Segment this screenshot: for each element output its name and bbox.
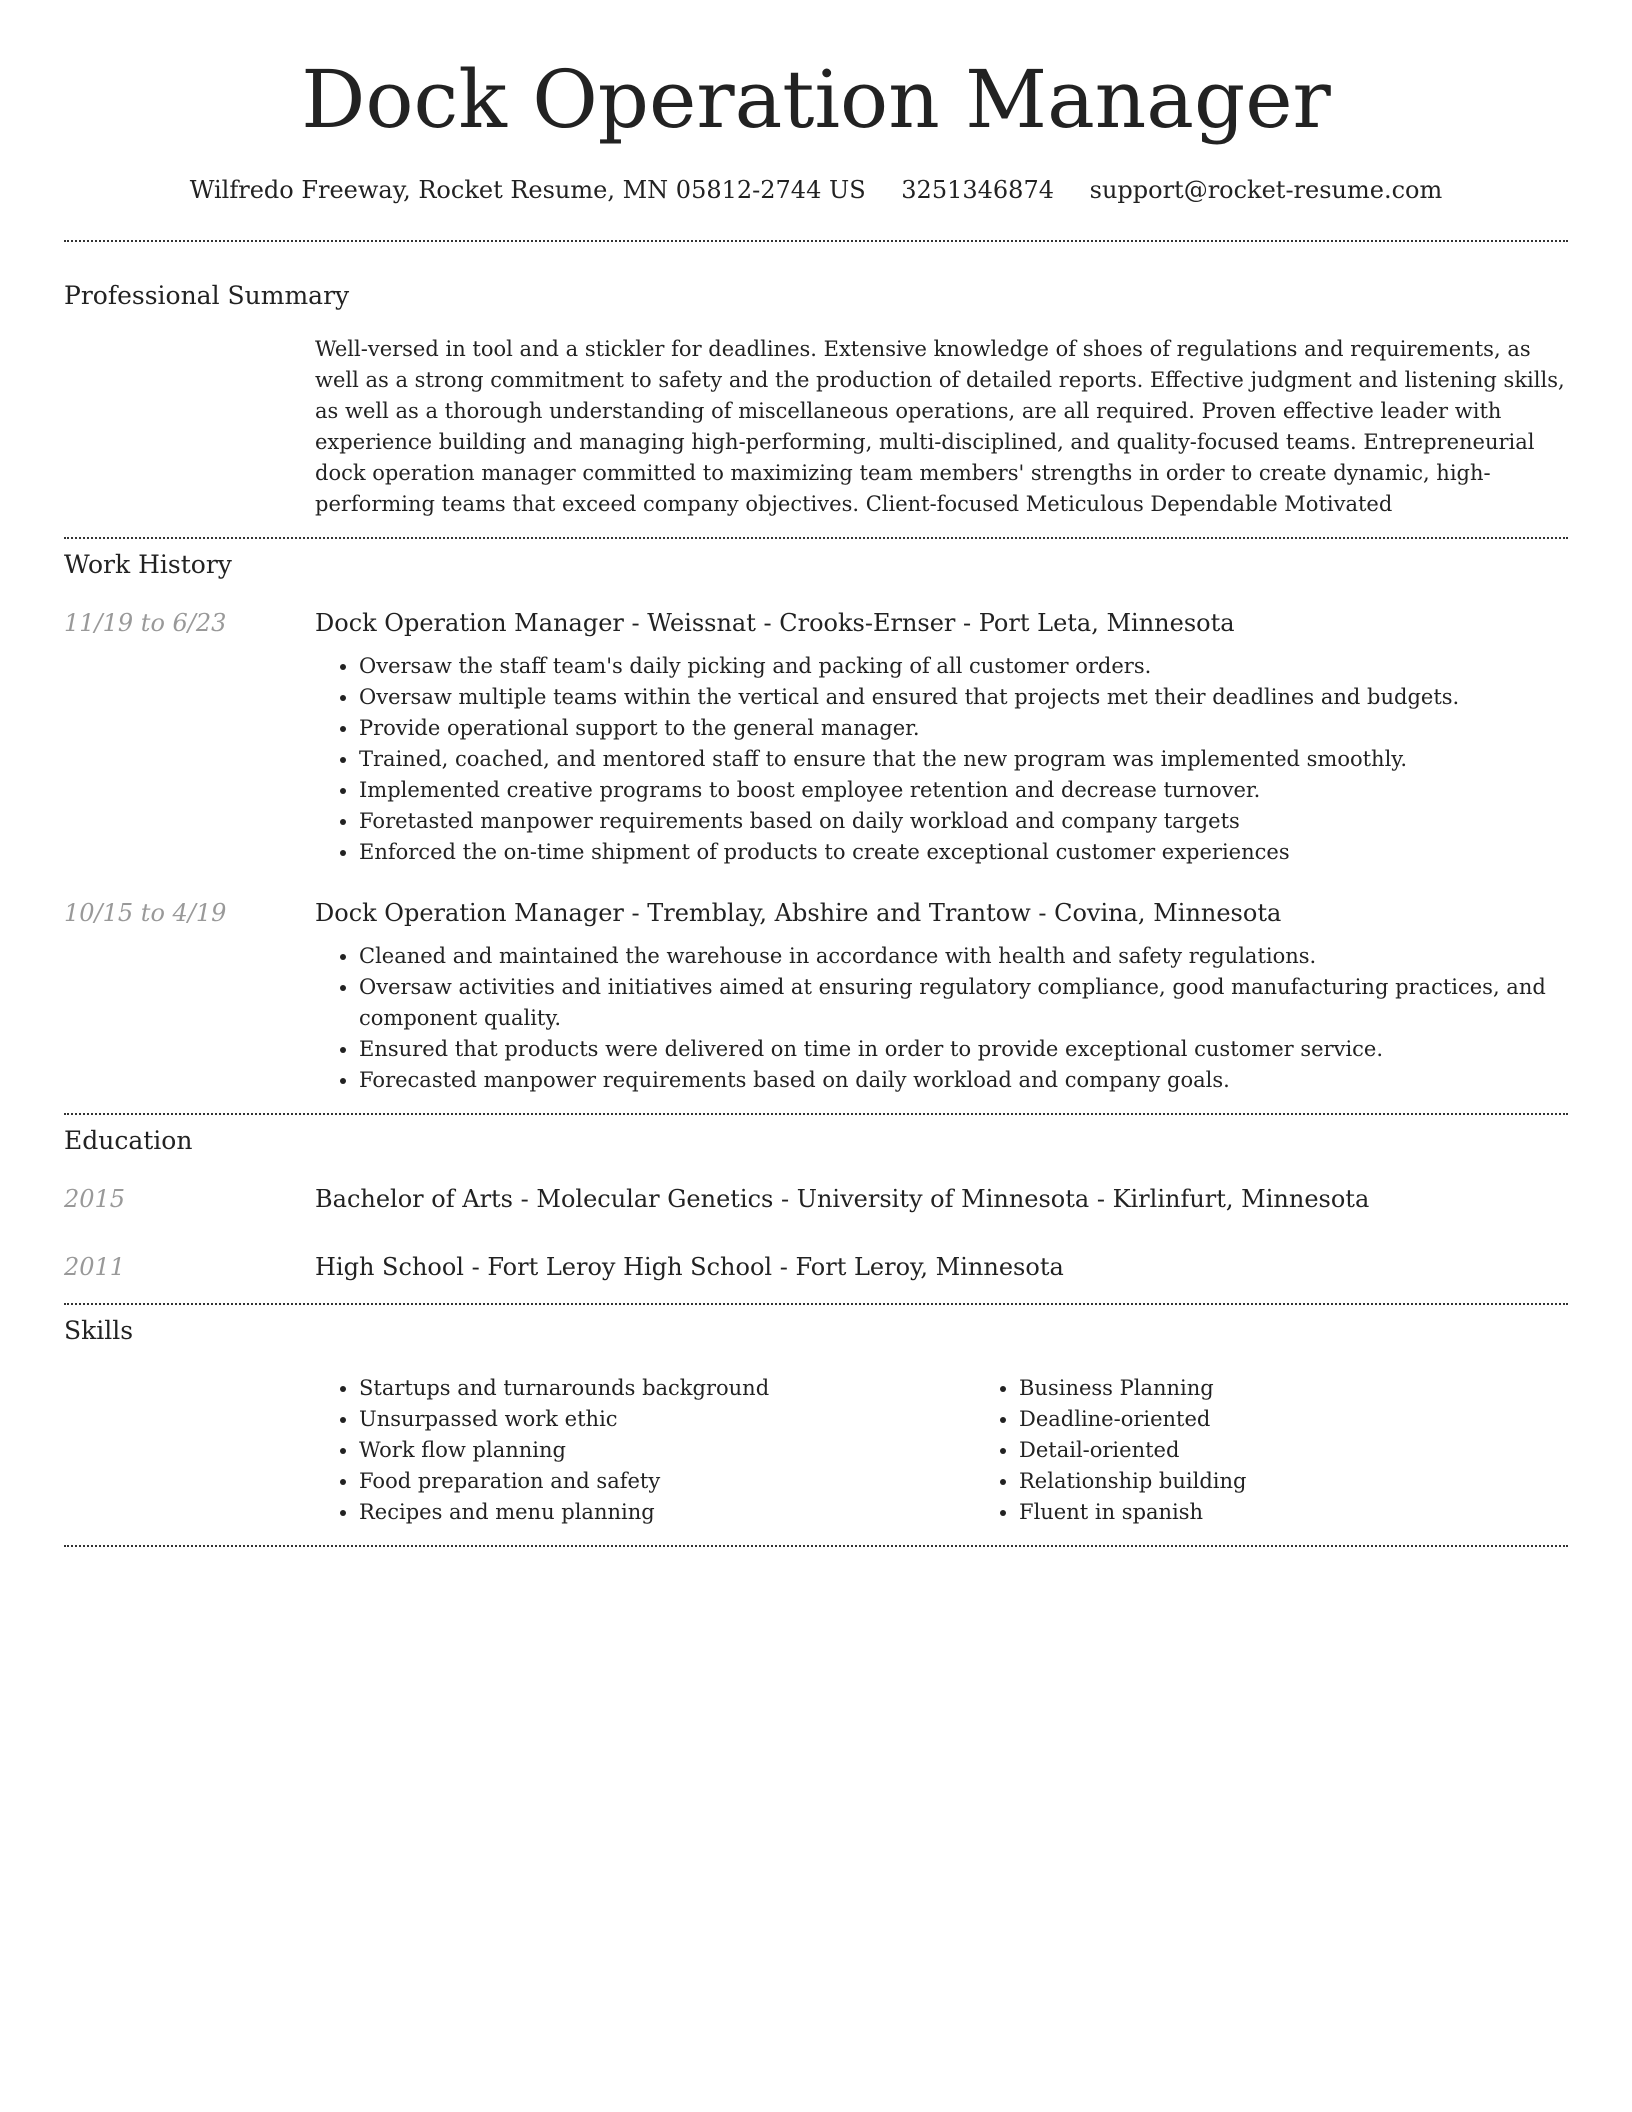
education-degree: High School bbox=[315, 1253, 464, 1281]
summary-section bbox=[64, 242, 1568, 520]
list-item: • Startups and turnarounds background bbox=[359, 1373, 975, 1404]
education-entry bbox=[64, 1183, 1568, 1215]
contact-address: Wilfredo Freeway, Rocket Resume, MN 05812-2744 US bbox=[189, 176, 866, 204]
list-item: • Work flow planning bbox=[359, 1435, 975, 1466]
list-item: • Fluent in spanish bbox=[1019, 1497, 1246, 1528]
education-details: - Fort Leroy High School - Fort Leroy, Minnesota bbox=[463, 1253, 1064, 1281]
work-history-section bbox=[64, 539, 1568, 1096]
resume-page bbox=[64, 0, 1568, 1547]
job-dates: 10/15 to 4/19 bbox=[64, 899, 227, 927]
list-item: • Cleaned and maintained the warehouse in accordance with health and safety regulations. bbox=[359, 941, 1568, 972]
skills-section bbox=[64, 1305, 1568, 1528]
job-heading bbox=[315, 607, 1568, 639]
section-title-skills: Skills bbox=[64, 1316, 134, 1345]
list-item: • Deadline-oriented bbox=[1019, 1404, 1246, 1435]
list-item: • Enforced the on-time shipment of products to create exceptional customer experiences bbox=[359, 837, 1568, 868]
summary-text: Well-versed in tool and a stickler for deadlines. Extensive knowledge of shoes of regulations and requirements, as well as a strong commitment to safety and the production of detailed reports. Effective judgment and listening skills, as well as a thorough understanding of miscellaneous operations, are all required. Proven effective leader with experience building and managing high-performing, multi-disciplined, and quality-focused teams. Entrepreneurial dock operation manager committed to maximizing team members' strengths in order to create dynamic, high-performing teams that exceed company objectives. Client-focused Meticulous Dependable Motivated bbox=[315, 337, 1565, 516]
contact-phone: 3251346874 bbox=[901, 176, 1054, 204]
job-details: - Weissnat - Crooks-Ernser - Port Leta, Minnesota bbox=[623, 609, 1235, 637]
education-degree: Bachelor of Arts - Molecular Genetics bbox=[315, 1185, 774, 1213]
job-details: - Tremblay, Abshire and Trantow - Covina, Minnesota bbox=[623, 899, 1282, 927]
job-entry bbox=[64, 897, 1568, 1096]
section-title-education: Education bbox=[64, 1126, 193, 1155]
education-year: 2015 bbox=[64, 1185, 126, 1213]
job-bullets bbox=[315, 651, 1568, 868]
list-item: • Food preparation and safety bbox=[359, 1466, 975, 1497]
education-entry bbox=[64, 1251, 1568, 1283]
education-heading bbox=[315, 1251, 1568, 1283]
list-item: • Relationship building bbox=[1019, 1466, 1246, 1497]
list-item: • Unsurpassed work ethic bbox=[359, 1404, 975, 1435]
candidate-title: Dock Operation Manager bbox=[301, 53, 1331, 146]
education-section bbox=[64, 1115, 1568, 1283]
list-item: • Oversaw multiple teams within the vertical and ensured that projects met their deadlines and budgets. bbox=[359, 682, 1568, 713]
skills-column-1 bbox=[315, 1373, 975, 1528]
job-entry bbox=[64, 607, 1568, 868]
section-title-work: Work History bbox=[64, 550, 232, 579]
skills-column-2 bbox=[975, 1373, 1246, 1528]
list-item: • Oversaw the staff team's daily picking and packing of all customer orders. bbox=[359, 651, 1568, 682]
job-bullets bbox=[315, 941, 1568, 1096]
list-item: • Trained, coached, and mentored staff to ensure that the new program was implemented smoothly. bbox=[359, 744, 1568, 775]
list-item: • Detail-oriented bbox=[1019, 1435, 1246, 1466]
education-details: - University of Minnesota - Kirlinfurt, Minnesota bbox=[773, 1185, 1370, 1213]
list-item: • Implemented creative programs to boost employee retention and decrease turnover. bbox=[359, 775, 1568, 806]
section-title-summary: Professional Summary bbox=[64, 281, 350, 310]
list-item: • Recipes and menu planning bbox=[359, 1497, 975, 1528]
list-item: • Forecasted manpower requirements based on daily workload and company goals. bbox=[359, 1065, 1568, 1096]
resume-header bbox=[64, 0, 1568, 206]
job-role: Dock Operation Manager bbox=[315, 609, 624, 637]
job-role: Dock Operation Manager bbox=[315, 899, 624, 927]
divider bbox=[64, 1545, 1568, 1547]
contact-line bbox=[64, 174, 1568, 206]
job-dates: 11/19 to 6/23 bbox=[64, 609, 227, 637]
education-year: 2011 bbox=[64, 1253, 126, 1281]
education-heading bbox=[315, 1183, 1568, 1215]
list-item: • Foretasted manpower requirements based on daily workload and company targets bbox=[359, 806, 1568, 837]
list-item: • Business Planning bbox=[1019, 1373, 1246, 1404]
job-heading bbox=[315, 897, 1568, 929]
list-item: • Ensured that products were delivered on time in order to provide exceptional customer service. bbox=[359, 1034, 1568, 1065]
list-item: • Oversaw activities and initiatives aimed at ensuring regulatory compliance, good manufacturing practices, and component quality. bbox=[359, 972, 1568, 1034]
list-item: • Provide operational support to the general manager. bbox=[359, 713, 1568, 744]
contact-email: support@rocket-resume.com bbox=[1089, 176, 1443, 204]
skills-list bbox=[315, 1373, 1568, 1528]
